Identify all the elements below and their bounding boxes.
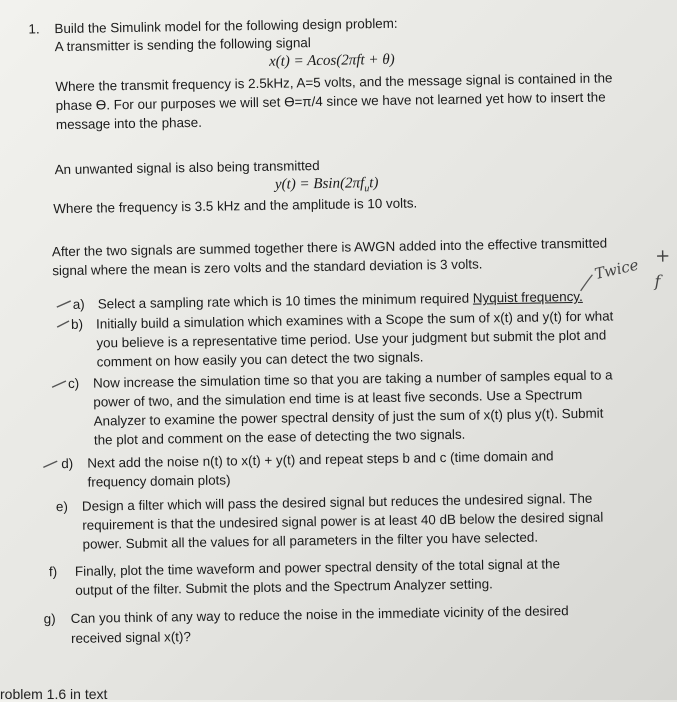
part-b-line-2: you believe is a representative time period. Use your judgment but submit the plot and	[96, 327, 607, 351]
problem-intro: A transmitter is sending the following signal	[54, 35, 311, 55]
part-d-label: d)	[61, 455, 74, 472]
part-e-line-3: power. Submit all the values for all parameters in the filter you have selected.	[82, 529, 539, 552]
awgn-line-2: signal where the mean is zero volts and the standard deviation is 3 volts.	[52, 256, 483, 279]
part-f-line-2: output of the filter. Submit the plots and the Spectrum Analyzer setting.	[75, 576, 493, 598]
equation-y-sub: u	[364, 183, 370, 195]
part-e-line-2: requirement is that the undesired signal power is at least 40 dB below the desired signal	[82, 509, 604, 533]
part-c-line-4: the plot and comment on the ease of detecting the two signals.	[93, 426, 466, 448]
part-g-line-1: Can you think of any way to reduce the noise in the immediate vicinity of the desired	[70, 603, 569, 626]
check-mark-c	[52, 381, 66, 387]
awgn-line-1: After the two signals are summed together there is AWGN added into the effective transmitted	[51, 235, 608, 260]
unwanted-intro: An unwanted signal is also being transmitted	[54, 158, 320, 178]
part-g-label: g)	[43, 611, 56, 627]
part-c-line-2: power of two, and the simulation end time is at least five seconds. Use a Spectrum	[93, 386, 583, 410]
part-f-label: f)	[48, 564, 58, 580]
equation-x: x(t) = Acos(2πft + θ)	[268, 51, 395, 70]
equation-y-main: y(t) = Bsin(2πf	[274, 175, 365, 193]
part-a-text: Select a sampling rate which is 10 times the minimum required	[97, 290, 473, 312]
part-b-label: b)	[70, 316, 84, 332]
part-c-label: c)	[67, 375, 80, 391]
part-e-label: e)	[55, 498, 69, 515]
handwritten-note: Twice	[592, 255, 641, 284]
part-d-line-2: frequency domain plots)	[87, 472, 231, 490]
part-b-line-3: comment on how easily you can detect the two signals.	[96, 349, 424, 370]
desc2: Where the frequency is 3.5 kHz and the amplitude is 10 volts.	[53, 195, 418, 217]
problem-number: 1.	[28, 21, 40, 37]
check-mark-note	[580, 275, 592, 291]
desc1-line-1: Where the transmit frequency is 2.5kHz, A=5 volts, and the message signal is contained in the	[55, 70, 613, 95]
part-c-line-3: Analyzer to examine the power spectral density of just the sum of x(t) plus y(t). Submit	[93, 405, 604, 429]
part-d-line-1: Next add the noise n(t) to x(t) + y(t) and repeat steps b and c (time domain and	[87, 448, 554, 471]
part-b-line-1: Initially build a simulation which examines with a Scope the sum of x(t) and y(t) for what	[95, 308, 614, 332]
part-c-line-1: Now increase the simulation time so that you are taking a number of samples equal to a	[92, 367, 613, 391]
desc1-line-3: message into the phase.	[55, 114, 202, 133]
part-g-line-2: received signal x(t)?	[70, 629, 191, 646]
equation-y-end: t)	[369, 175, 379, 192]
part-a-underlined: Nyquist frequency.	[472, 288, 583, 306]
handwritten-plus: +	[654, 245, 671, 267]
check-mark-d	[43, 461, 57, 467]
check-mark-a	[57, 301, 71, 307]
part-e-line-1: Design a filter which will pass the desired signal but reduces the undesired signal. The	[81, 490, 593, 514]
check-mark-b	[57, 321, 69, 327]
part-a-label: a)	[72, 296, 85, 312]
handwritten-f: f	[654, 271, 661, 291]
desc1-line-2: phase ϴ. For our purposes we will set ϴ=π/4 since we have not learned yet how to insert the	[55, 89, 606, 114]
part-f-line-1: Finally, plot the time waveform and power spectral density of the total signal at the	[74, 556, 561, 579]
problem-title: Build the Simulink model for the following design problem:	[54, 15, 398, 37]
footer-partial-text: roblem 1.6 in text	[0, 686, 108, 702]
